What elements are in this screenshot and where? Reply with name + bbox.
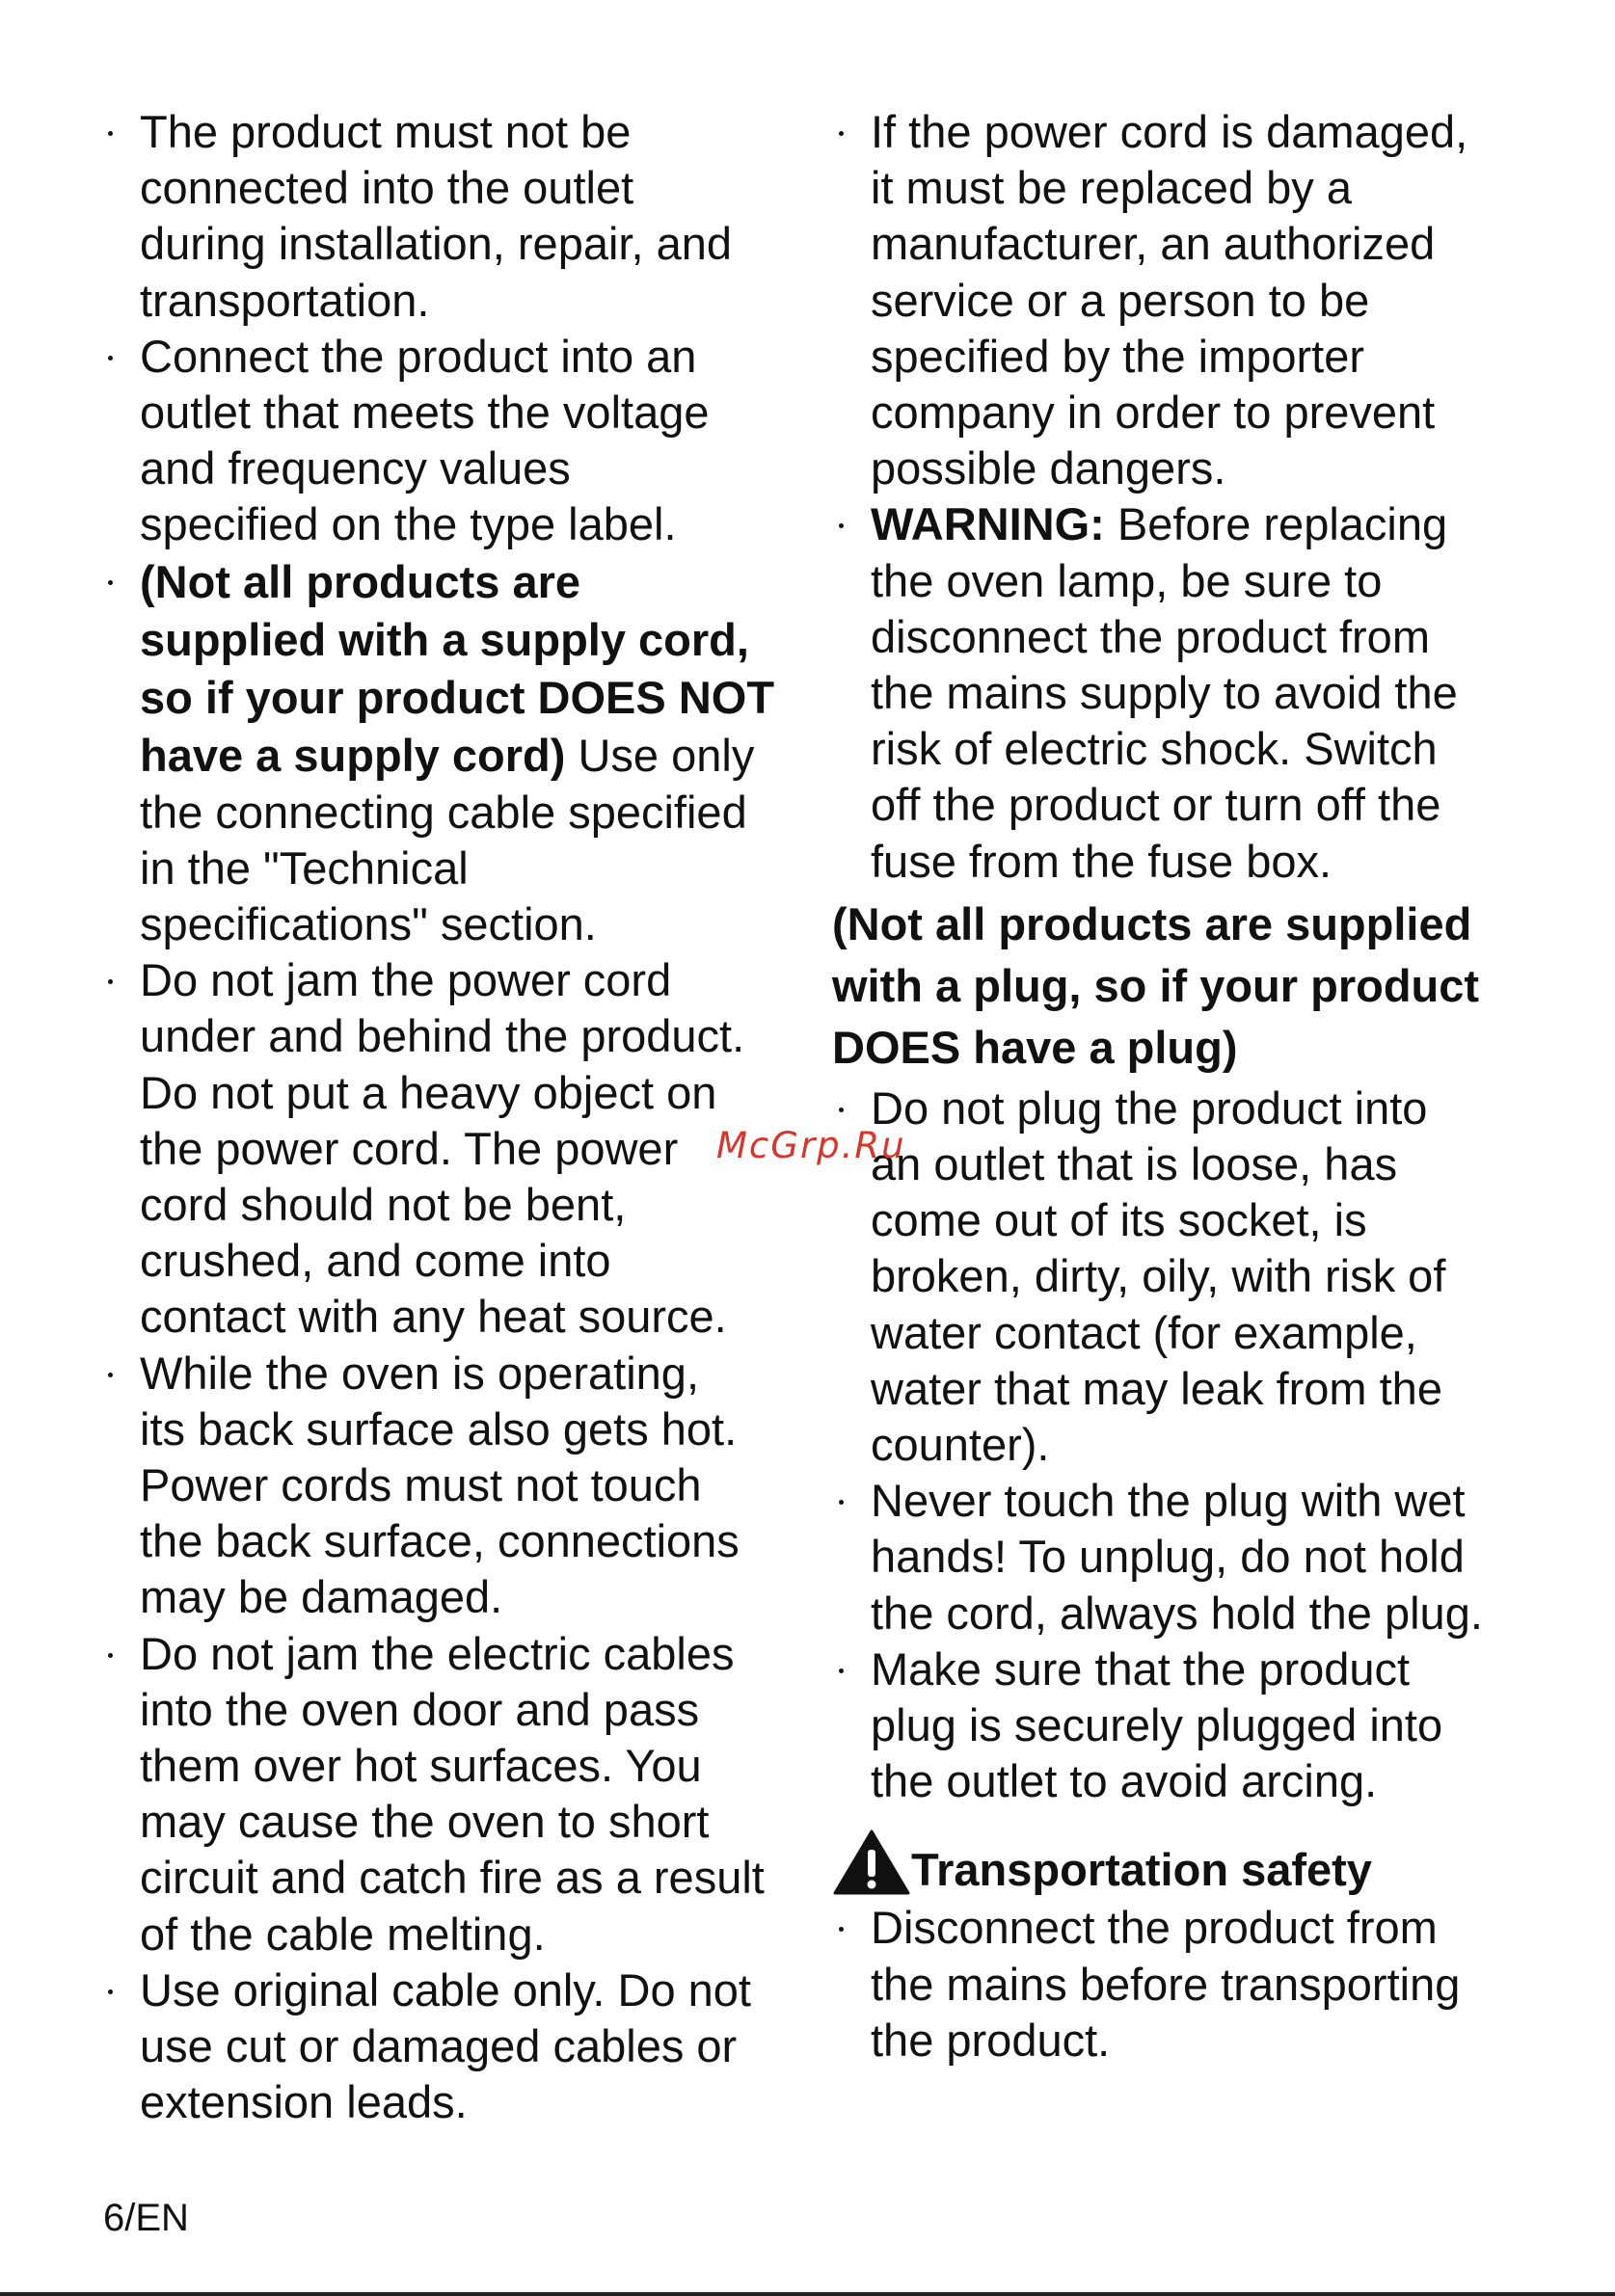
heading-line: with a plug, so if your product (832, 959, 1480, 1011)
text-line: the power cord. The power (140, 1122, 679, 1174)
text-line: Do not jam the power cord (140, 954, 672, 1006)
text-line: into the oven door and pass (140, 1683, 700, 1735)
text-line: Connect the product into an (140, 330, 697, 382)
text-line: the mains supply to avoid the (871, 667, 1458, 719)
text-line: may cause the oven to short (140, 1796, 710, 1848)
bottom-border (0, 2292, 1615, 2296)
text-line: the oven lamp, be sure to (871, 554, 1383, 606)
text-line: company in order to prevent (871, 387, 1436, 439)
text-line: and frequency values (140, 442, 571, 494)
right-bullet-list-transport (832, 1900, 1594, 2069)
text-line: Do not jam the electric cables (140, 1627, 735, 1679)
text-line: the back surface, connections (140, 1515, 740, 1567)
list-item (100, 329, 809, 553)
text-line: of the cable melting. (140, 1908, 546, 1960)
text-line: Do not plug the product into (871, 1081, 1428, 1134)
text-line: specified by the importer (871, 330, 1365, 382)
text-line: contact with any heat source. (140, 1291, 727, 1343)
text-fragment: Use only (565, 729, 755, 781)
heading-line: DOES have a plug) (832, 1021, 1238, 1073)
text-line: crushed, and come into (140, 1235, 611, 1287)
text-line: its back surface also gets hot. (140, 1402, 738, 1455)
mixed-text-line (140, 727, 809, 785)
list-item (100, 553, 809, 953)
text-line: Do not put a heavy object on (140, 1066, 717, 1118)
text-line: cord should not be bent, (140, 1179, 627, 1231)
list-item (832, 1642, 1594, 1810)
text-line: come out of its socket, is (871, 1194, 1367, 1246)
text-line: water that may leak from the (871, 1362, 1442, 1414)
text-line: Use original cable only. Do not (140, 1963, 751, 2016)
right-column (832, 104, 1594, 2069)
warning-triangle-icon (832, 1829, 911, 1896)
list-item (100, 1626, 809, 1962)
text-line: disconnect the product from (871, 610, 1430, 662)
list-item (832, 496, 1594, 889)
text-line: The product must not be (140, 106, 632, 157)
text-line: outlet that meets the voltage (140, 387, 710, 439)
transport-section-heading (832, 1832, 1594, 1900)
warning-text-line (871, 496, 1594, 552)
text-line: Power cords must not touch (140, 1459, 702, 1511)
bold-text-line: supplied with a supply cord, (140, 613, 749, 665)
text-line: the product. (871, 2014, 1111, 2066)
left-column (100, 104, 809, 2131)
bold-text-line: (Not all products are (140, 555, 581, 607)
text-line: specified on the type label. (140, 498, 677, 550)
text-line: the mains before transporting (871, 1958, 1461, 2010)
heading-line: (Not all products are supplied (832, 897, 1472, 949)
right-bullet-list-plug (832, 1081, 1594, 1810)
text-line: plug is securely plugged into (871, 1699, 1443, 1751)
transport-heading-text: Transportation safety (911, 1844, 1372, 1896)
text-line: specifications" section. (140, 898, 597, 950)
right-bullet-list-top (832, 104, 1594, 890)
text-line: the cord, always hold the plug. (871, 1587, 1483, 1639)
text-line: service or a person to be (871, 274, 1370, 326)
text-line: If the power cord is damaged, (871, 106, 1468, 157)
list-item (100, 1346, 809, 1626)
text-line: the connecting cable specified (140, 786, 747, 838)
list-item (832, 1900, 1594, 2069)
text-fragment: Before replacing (1104, 498, 1448, 550)
list-item (100, 1962, 809, 2131)
text-line: may be damaged. (140, 1571, 503, 1623)
text-line: connected into the outlet (140, 162, 634, 214)
text-line: off the product or turn off the (871, 779, 1441, 831)
text-line: extension leads. (140, 2076, 468, 2128)
text-line: Make sure that the product (871, 1642, 1411, 1695)
text-line: While the oven is operating, (140, 1347, 699, 1399)
text-line: transportation. (140, 274, 430, 326)
text-line: water contact (for example, (871, 1306, 1417, 1358)
list-item (100, 104, 809, 329)
text-line: under and behind the product. (140, 1010, 745, 1062)
text-line: circuit and catch fire as a result (140, 1852, 765, 1904)
text-line: fuse from the fuse box. (871, 835, 1332, 887)
page-number: 6/EN (103, 2197, 189, 2239)
plug-section-heading (832, 894, 1594, 1079)
warning-label: WARNING: (871, 498, 1105, 550)
text-line: counter). (871, 1419, 1050, 1471)
text-line: risk of electric shock. Switch (871, 723, 1438, 775)
list-item (832, 1473, 1594, 1642)
text-line: manufacturer, an authorized (871, 218, 1436, 270)
bold-fragment: have a supply cord) (140, 729, 566, 781)
text-line: Never touch the plug with wet (871, 1475, 1466, 1527)
watermark: McGrp.Ru (716, 1125, 906, 1166)
list-item (832, 104, 1594, 496)
text-line: use cut or damaged cables or (140, 2020, 738, 2072)
text-line: broken, dirty, oily, with risk of (871, 1250, 1446, 1302)
text-line: Disconnect the product from (871, 1902, 1438, 1954)
left-bullet-list (100, 104, 809, 2131)
bold-text-line: so if your product DOES NOT (140, 671, 775, 723)
text-line: possible dangers. (871, 442, 1226, 494)
text-line: it must be replaced by a (871, 162, 1352, 214)
text-line: during installation, repair, and (140, 218, 733, 270)
text-line: hands! To unplug, do not hold (871, 1531, 1465, 1583)
text-line: in the "Technical (140, 841, 469, 894)
text-line: the outlet to avoid arcing. (871, 1755, 1378, 1807)
text-line: them over hot surfaces. You (140, 1740, 702, 1792)
list-item (832, 1081, 1594, 1473)
text-line: an outlet that is loose, has (871, 1138, 1398, 1190)
list-item (100, 952, 809, 1345)
